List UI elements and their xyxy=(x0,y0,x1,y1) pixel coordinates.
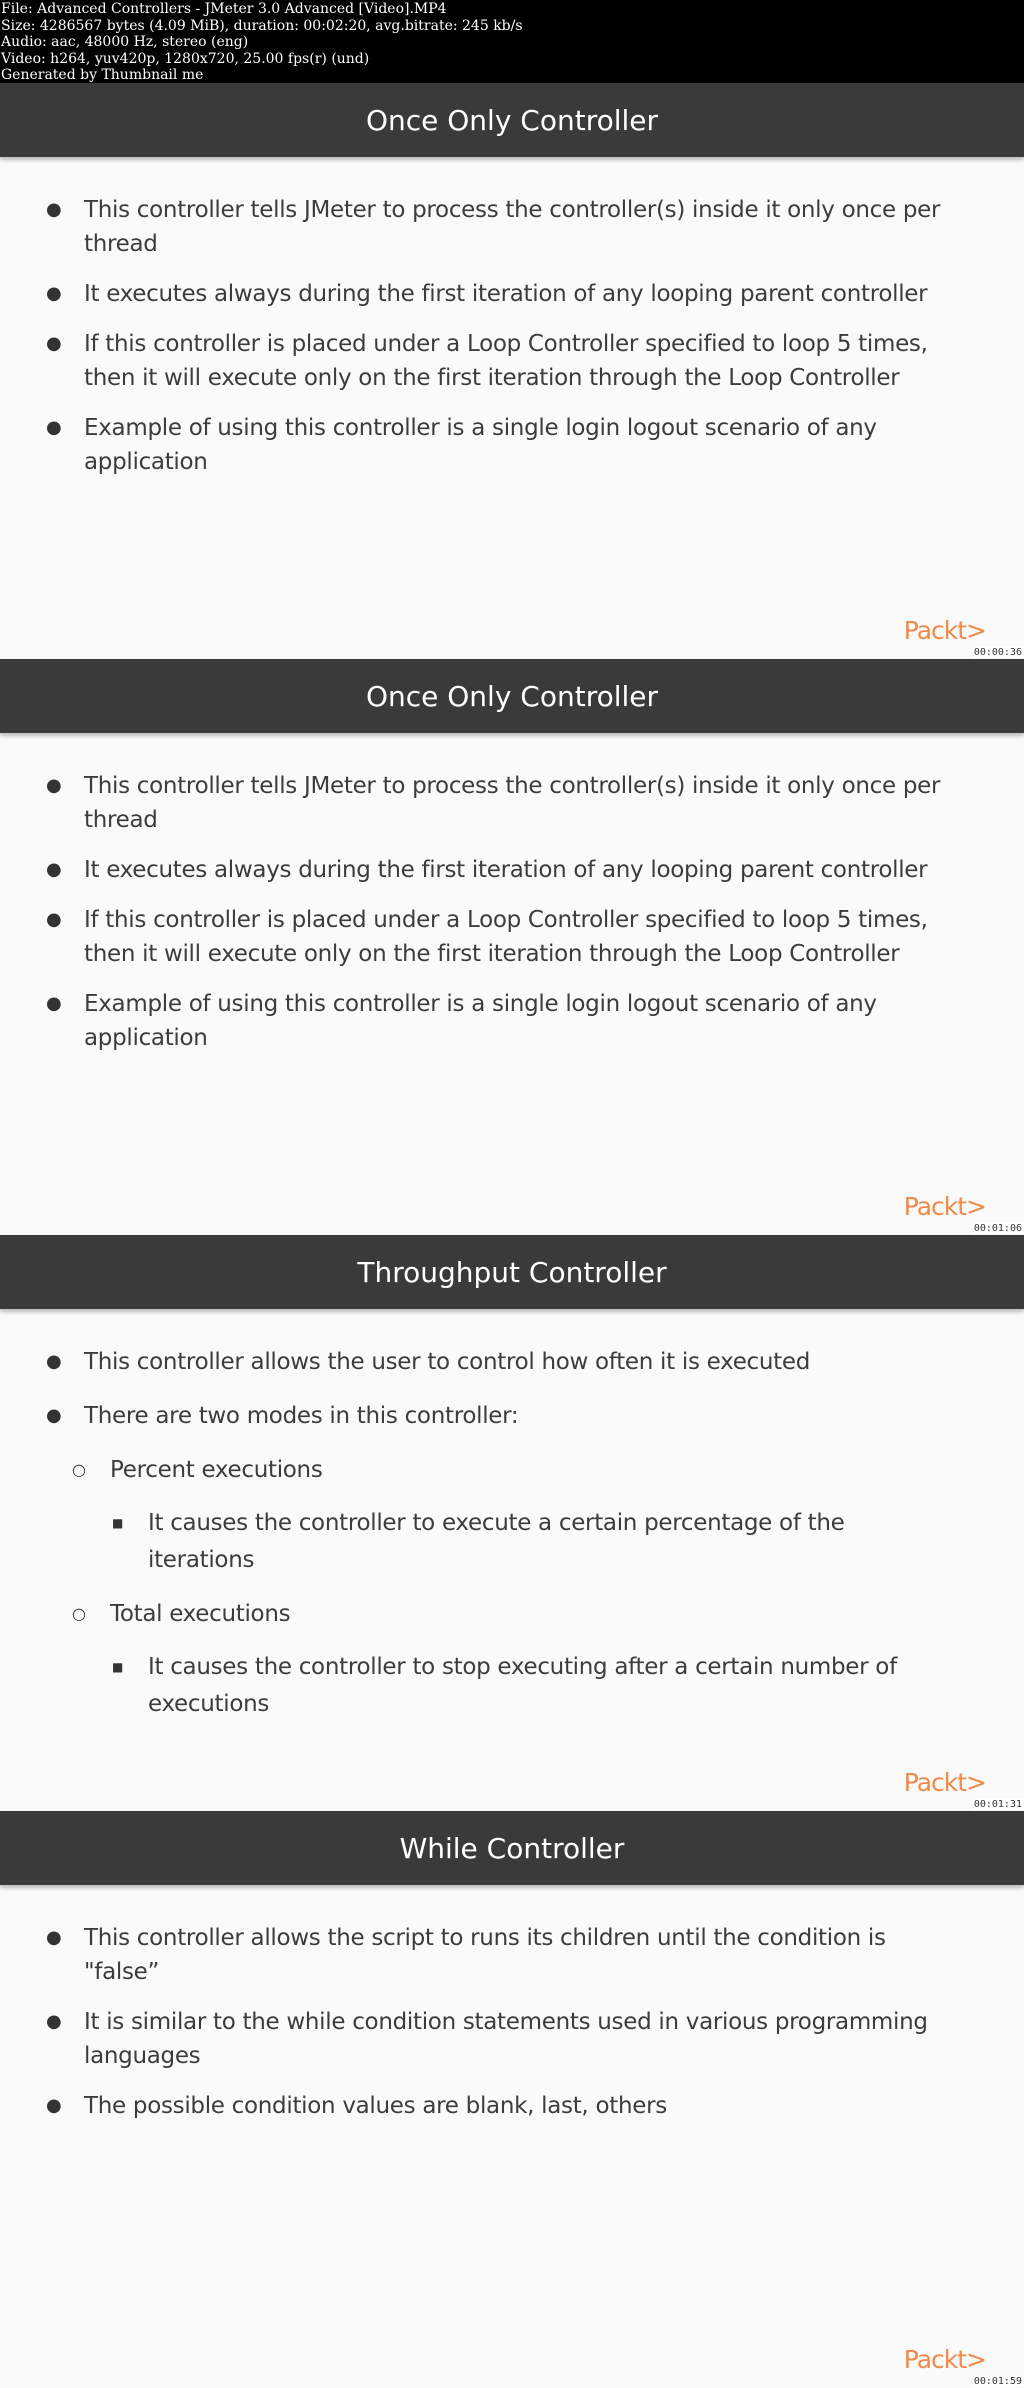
bullet-text: It executes always during the first iteration of any looping parent controller xyxy=(84,857,928,883)
bullet-dot-icon: ● xyxy=(46,775,62,796)
timestamp: 00:01:31 xyxy=(973,1799,1022,1810)
bullet-item xyxy=(46,769,964,837)
bullet-item xyxy=(46,193,964,261)
bullet-dot-icon: ● xyxy=(46,333,62,354)
bullet-text: If this controller is placed under a Loop Controller specified to loop 5 times, then it will execute only on the first iteration through the Loop Controller xyxy=(84,907,928,967)
slide-2 xyxy=(0,659,1024,1235)
meta-line-file: File: Advanced Controllers - JMeter 3.0 Advanced [Video].MP4 xyxy=(1,1,447,17)
bullet-text: Percent executions xyxy=(110,1457,323,1483)
sub-sub-bullet-item xyxy=(112,1505,938,1579)
bullet-item xyxy=(46,1921,964,1989)
bullet-text: It causes the controller to stop executing after a certain number of executions xyxy=(148,1654,897,1717)
slide-1 xyxy=(0,83,1024,659)
bullet-text: This controller tells JMeter to process the controller(s) inside it only once per thread xyxy=(84,773,941,833)
meta-line-audio: Audio: aac, 48000 Hz, stereo (eng) xyxy=(1,34,249,50)
bullet-dot-icon: ● xyxy=(46,1405,62,1426)
bullet-text: There are two modes in this controller: xyxy=(84,1403,519,1429)
bullet-text: Example of using this controller is a single login logout scenario of any application xyxy=(84,991,877,1051)
bullet-item xyxy=(46,2005,964,2073)
bullet-dot-icon: ● xyxy=(46,283,62,304)
bullet-item xyxy=(46,2089,964,2123)
packt-logo: Packt> xyxy=(903,616,986,645)
slide-3 xyxy=(0,1235,1024,1811)
bullet-text: This controller tells JMeter to process the controller(s) inside it only once per thread xyxy=(84,197,941,257)
bullet-text: The possible condition values are blank, last, others xyxy=(84,2093,667,2119)
packt-logo: Packt> xyxy=(903,2345,986,2374)
video-metadata-header xyxy=(0,0,1024,83)
bullet-item xyxy=(46,853,964,887)
bullet-dot-icon: ● xyxy=(46,909,62,930)
hollow-circle-icon: ○ xyxy=(72,1604,86,1623)
packt-logo: Packt> xyxy=(903,1192,986,1221)
bullet-text: If this controller is placed under a Loop Controller specified to loop 5 times, then it will execute only on the first iteration through the Loop Controller xyxy=(84,331,928,391)
bullet-item xyxy=(46,1345,964,1379)
sub-bullet-item xyxy=(72,1453,960,1487)
bullet-item xyxy=(46,903,964,971)
bullet-dot-icon: ● xyxy=(46,199,62,220)
bullet-text: It causes the controller to execute a certain percentage of the iterations xyxy=(148,1510,845,1573)
slide-title: While Controller xyxy=(0,1811,1024,1885)
bullet-dot-icon: ● xyxy=(46,2011,62,2032)
square-bullet-icon: ■ xyxy=(112,1516,124,1530)
slide-title: Once Only Controller xyxy=(0,659,1024,733)
hollow-circle-icon: ○ xyxy=(72,1460,86,1479)
bullet-text: Example of using this controller is a single login logout scenario of any application xyxy=(84,415,877,475)
slide-title: Once Only Controller xyxy=(0,83,1024,157)
bullet-list xyxy=(0,769,1024,1071)
bullet-list xyxy=(0,193,1024,495)
bullet-dot-icon: ● xyxy=(46,1927,62,1948)
timestamp: 00:01:59 xyxy=(973,2376,1022,2387)
slide-4 xyxy=(0,1811,1024,2388)
bullet-text: It is similar to the while condition statements used in various programming languages xyxy=(84,2009,928,2069)
slide-title: Throughput Controller xyxy=(0,1235,1024,1309)
bullet-item xyxy=(46,411,884,479)
bullet-dot-icon: ● xyxy=(46,2095,62,2116)
meta-line-generator: Generated by Thumbnail me xyxy=(1,67,204,83)
bullet-item xyxy=(46,987,884,1055)
bullet-dot-icon: ● xyxy=(46,859,62,880)
square-bullet-icon: ■ xyxy=(112,1660,124,1674)
bullet-text: This controller allows the script to runs its children until the condition is "false” xyxy=(84,1925,886,1985)
sub-sub-bullet-item xyxy=(112,1649,938,1723)
bullet-list xyxy=(0,1921,1024,2139)
meta-line-size: Size: 4286567 bytes (4.09 MiB), duration: 00:02:20, avg.bitrate: 245 kb/s xyxy=(1,17,523,34)
bullet-item xyxy=(46,277,964,311)
bullet-text: Total executions xyxy=(110,1601,291,1627)
bullet-text: This controller allows the user to control how often it is executed xyxy=(84,1349,811,1375)
bullet-item xyxy=(46,327,964,395)
meta-line-video: Video: h264, yuv420p, 1280x720, 25.00 fps(r) (und) xyxy=(1,50,370,67)
sub-bullet-item xyxy=(72,1597,960,1631)
timestamp: 00:01:06 xyxy=(973,1223,1022,1234)
bullet-dot-icon: ● xyxy=(46,1351,62,1372)
bullet-item xyxy=(46,1399,964,1433)
packt-logo: Packt> xyxy=(903,1768,986,1797)
bullet-text: It executes always during the first iteration of any looping parent controller xyxy=(84,281,928,307)
bullet-list xyxy=(0,1345,1024,1741)
bullet-dot-icon: ● xyxy=(46,417,62,438)
timestamp: 00:00:36 xyxy=(973,647,1022,658)
bullet-dot-icon: ● xyxy=(46,993,62,1014)
